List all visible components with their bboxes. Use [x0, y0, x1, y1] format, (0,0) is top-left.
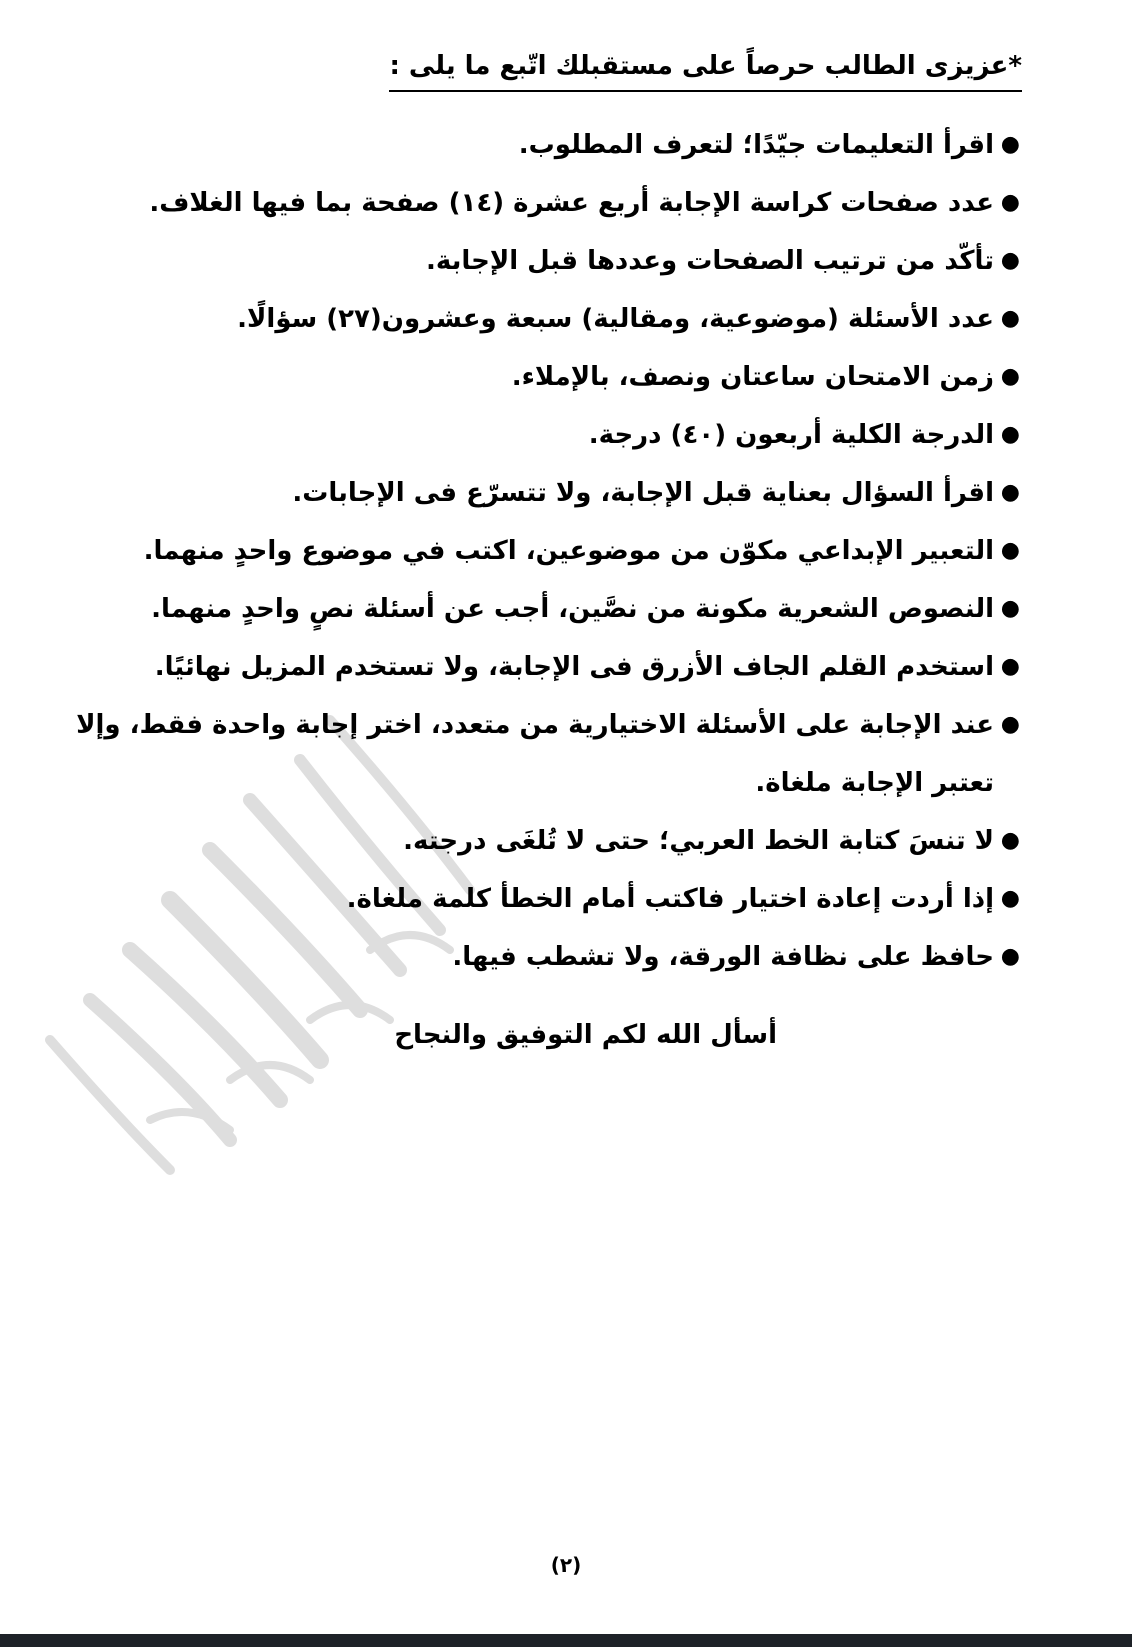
- instruction-text: لا تنسَ كتابة الخط العربي؛ حتى لا تُلغَى درجته.: [403, 826, 994, 856]
- bullet-icon: ●: [1000, 944, 1020, 969]
- instruction-item: [40, 232, 1020, 290]
- instruction-text: عدد صفحات كراسة الإجابة أربع عشرة (١٤) صفحة بما فيها الغلاف.: [149, 188, 994, 218]
- bullet-icon: ●: [1000, 132, 1020, 157]
- bullet-icon: ●: [1000, 828, 1020, 853]
- instruction-item: [40, 928, 1020, 986]
- bullet-icon: ●: [1000, 538, 1020, 563]
- instruction-text: عدد الأسئلة (موضوعية، ومقالية) سبعة وعشرون(٢٧) سؤالًا.: [237, 304, 994, 334]
- instruction-text: تأكّد من ترتيب الصفحات وعددها قبل الإجابة.: [425, 246, 994, 276]
- instruction-item: [40, 812, 1020, 870]
- closing-line: أسأل الله لكم التوفيق والنجاح: [394, 1020, 777, 1050]
- page-number: (٢): [550, 1553, 582, 1577]
- instruction-text: النصوص الشعرية مكونة من نصَّين، أجب عن أسئلة نصٍ واحدٍ منهما.: [151, 594, 994, 624]
- instruction-text: اقرأ التعليمات جيّدًا؛ لتعرف المطلوب.: [518, 130, 994, 160]
- instruction-item: [40, 406, 1020, 464]
- bullet-icon: ●: [1000, 422, 1020, 447]
- instruction-item: [40, 696, 1020, 812]
- instruction-item: [40, 174, 1020, 232]
- bullet-icon: ●: [1000, 190, 1020, 215]
- instruction-item: [40, 522, 1020, 580]
- instruction-text: عند الإجابة على الأسئلة الاختيارية من متعدد، اختر إجابة واحدة فقط، وإلا تعتبر الإجابة ملغاة.: [76, 710, 994, 798]
- instruction-item: [40, 290, 1020, 348]
- instruction-item: [40, 116, 1020, 174]
- instruction-text: اقرأ السؤال بعناية قبل الإجابة، ولا تتسرّع فى الإجابات.: [292, 478, 994, 508]
- instruction-item: [40, 638, 1020, 696]
- bullet-icon: ●: [1000, 654, 1020, 679]
- instruction-text: إذا أردت إعادة اختيار فاكتب أمام الخطأ كلمة ملغاة.: [346, 884, 994, 914]
- instruction-list: [40, 116, 1020, 986]
- page-title: *عزيزى الطالب حرصاً على مستقبلك اتّبع ما يلى :: [389, 46, 1022, 92]
- instruction-text: حافظ على نظافة الورقة، ولا تشطب فيها.: [452, 942, 994, 972]
- bullet-icon: ●: [1000, 480, 1020, 505]
- instruction-text: استخدم القلم الجاف الأزرق فى الإجابة، ولا تستخدم المزيل نهائيًا.: [154, 652, 994, 682]
- bullet-icon: ●: [1000, 886, 1020, 911]
- bullet-icon: ●: [1000, 596, 1020, 621]
- bullet-icon: ●: [1000, 248, 1020, 273]
- instruction-item: [40, 580, 1020, 638]
- bullet-icon: ●: [1000, 364, 1020, 389]
- bullet-icon: ●: [1000, 712, 1020, 737]
- instruction-text: الدرجة الكلية أربعون (٤٠) درجة.: [588, 420, 994, 450]
- instruction-item: [40, 348, 1020, 406]
- bottom-bar: [0, 1634, 1132, 1647]
- instruction-text: زمن الامتحان ساعتان ونصف، بالإملاء.: [511, 362, 994, 392]
- instruction-item: [40, 464, 1020, 522]
- instruction-item: [40, 870, 1020, 928]
- instruction-text: التعبير الإبداعي مكوّن من موضوعين، اكتب في موضوع واحدٍ منهما.: [143, 536, 994, 566]
- bullet-icon: ●: [1000, 306, 1020, 331]
